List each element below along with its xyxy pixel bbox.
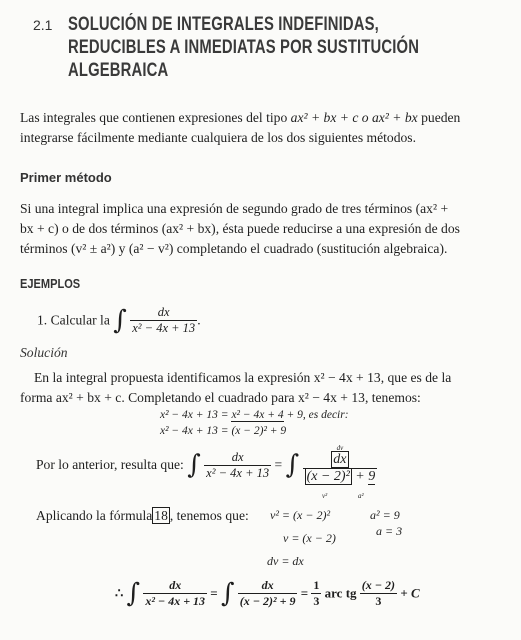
equation-left: x² − 4x + 13 =: [160, 409, 229, 421]
equation-left: x² − 4x + 13 =: [160, 425, 229, 437]
intro-text: integrarse fácilmente mediante cualquiera de los dos siguientes métodos.: [20, 130, 416, 145]
intro-text: pueden: [421, 110, 461, 125]
section-title-line: SOLUCIÓN DE INTEGRALES INDEFINIDAS,: [68, 14, 379, 35]
label-a2: a²: [358, 492, 364, 500]
paragraph-line: términos (v² ± a²) y (a² − v²) completando el cuadrado (sustitución algebraica).: [20, 241, 448, 256]
constant-c: + C: [400, 585, 420, 601]
label-v2: v²: [322, 492, 328, 500]
formula-line: [36, 508, 249, 524]
fraction: $\frac{dx}{\text{x² − 4x + 13}}$: [206, 449, 270, 480]
fraction: $\frac{dx}{\text{x² − 4x + 13}}$: [132, 305, 196, 335]
integral-sign: ∫: [220, 578, 235, 609]
formula-suffix: , tenemos que:: [169, 508, 249, 523]
example-1-suffix: .: [197, 312, 201, 328]
primer-metodo-paragraph: [20, 199, 504, 259]
section-title-line: REDUCIBLES A INMEDIATAS POR SUSTITUCIÓN: [68, 37, 420, 58]
fraction: dv dx (x − 2)² + 9: [303, 445, 378, 485]
equation-middle: x² − 4x + 4: [231, 409, 284, 421]
final-result: ∴ ∫ $\frac{dx}{\text{x² − 4x + 13}}$ = ∫ $\frac{dx}{\text{(x − 2)² + 9}}$ = $\frac{1}{3}$ arc tg $\frac{(x - 2)}{3}$ + C: [115, 578, 420, 609]
integral-sign: ∫: [113, 305, 127, 336]
paragraph-line: Si una integral implica una expresión de segundo grado de tres términos (ax² +: [20, 201, 449, 216]
section-title: [68, 13, 419, 82]
resulta-text: Por lo anterior, resulta que:: [36, 457, 184, 472]
integral-sign: ∫: [285, 450, 300, 480]
substitution-v2: v² = (x − 2)²: [270, 508, 331, 522]
fraction: $\frac{dx}{\text{(x − 2)² + 9}}$: [239, 578, 296, 608]
fraction: $\frac{(x - 2)}{3}$: [361, 578, 396, 608]
fraction: $\frac{1}{3}$: [313, 578, 320, 608]
arctan-label: arc tg: [324, 585, 357, 601]
paragraph-line: forma ax² + bx + c. Completando el cuadrado para x² − 4x + 13, tenemos:: [20, 390, 421, 405]
primer-metodo-heading: Primer método: [20, 170, 112, 185]
substitution-a2: a² = 9: [370, 508, 400, 522]
ejemplos-heading: EJEMPLOS: [20, 276, 81, 291]
equation-1: [160, 409, 349, 421]
section-title-line: ALGEBRAICA: [68, 60, 169, 81]
fraction: $\frac{dx}{\text{x² − 4x + 13}}$: [145, 578, 206, 608]
paragraph-line: bx + c) o de dos términos (ax² + bx), ésta puede reducirse a una expresión de dos: [20, 221, 460, 236]
substitution-v: v = (x − 2): [283, 531, 336, 545]
paragraph-line: En la integral propuesta identificamos la expresión x² − 4x + 13, que es de la: [34, 370, 452, 385]
example-1-prefix: 1. Calcular la: [37, 312, 110, 328]
substitution-a: a = 3: [376, 524, 403, 538]
section-number: 2.1: [33, 17, 53, 33]
intro-text: Las integrales que contienen expresiones del tipo: [20, 110, 288, 125]
equation-right: + 9, es decir:: [286, 409, 349, 421]
solucion-label: Solución: [20, 345, 68, 360]
intro-paragraph: [20, 108, 504, 148]
integral-sign: ∫: [187, 450, 201, 480]
intro-expression: ax² + bx + c o ax² + bx: [290, 110, 418, 125]
resulta-line: Por lo anterior, resulta que: ∫ $\frac{dx}{\text{x² − 4x + 13}}$ = ∫ dv dx (x − 2)² + 9: [36, 444, 376, 484]
equation-right: (x − 2)² + 9: [231, 425, 287, 437]
formula-number: 18: [154, 508, 168, 523]
equation-2: [160, 425, 286, 437]
formula-prefix: Aplicando la fórmula: [36, 508, 153, 523]
substitution-dv: dv = dx: [267, 554, 304, 568]
solucion-paragraph: [20, 368, 504, 408]
example-1: [37, 305, 201, 336]
integral-sign: ∫: [126, 578, 141, 609]
